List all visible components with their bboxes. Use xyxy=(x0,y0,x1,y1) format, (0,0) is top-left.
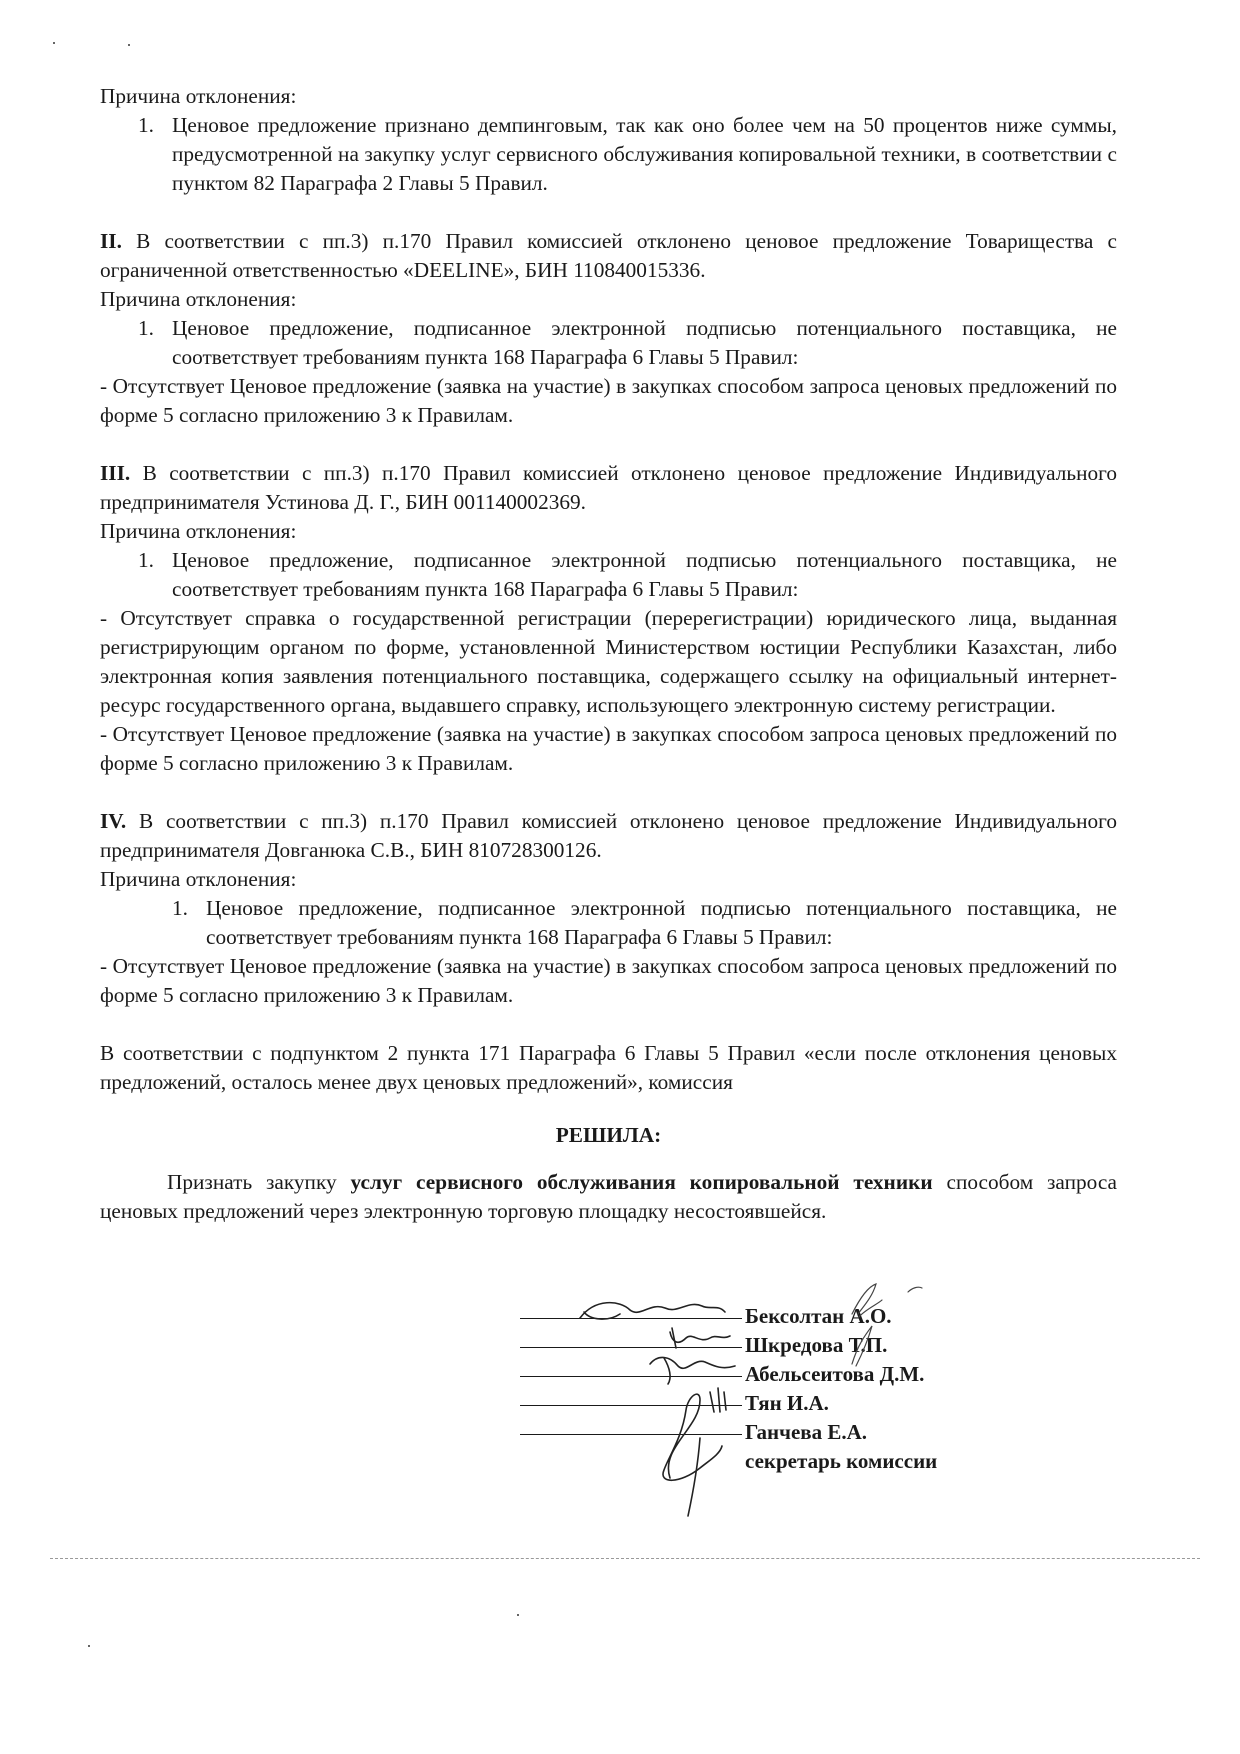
reason-item xyxy=(100,894,1117,952)
scan-speck xyxy=(128,44,130,46)
reason-label: Причина отклонения: xyxy=(100,287,297,311)
section-numeral: IV. xyxy=(100,809,127,833)
section-2-intro: II. В соответствии с пп.3) п.170 Правил комиссией отклонено ценовое предложение Товарищества с ограниченной ответственностью «DEELINE», БИН 110840015336. xyxy=(100,229,1117,282)
signatory-name: Шкредова Т.П. xyxy=(745,1333,888,1357)
missing-doc-note: - Отсутствует Ценовое предложение (заявка на участие) в закупках способом запроса ценовых предложений по форме 5 согласно приложению 3 к Правилам. xyxy=(100,722,1117,775)
item-text: Ценовое предложение признано демпинговым, так как оно более чем на 50 процентов ниже суммы, предусмотренной на закупку услуг сервисного обслуживания копировальной техники, в соответствии с пунктом 82 Параграфа 2 Главы 5 Правил. xyxy=(172,113,1117,195)
page-separator xyxy=(50,1558,1200,1561)
item-text: Ценовое предложение, подписанное электронной подписью потенциального поставщика, не соответствует требованиям пункта 168 Параграфа 6 Главы 5 Правил: xyxy=(206,896,1117,949)
conclusion-paragraph: В соответствии с подпунктом 2 пункта 171 Параграфа 6 Главы 5 Правил «если после отклонения ценовых предложений, осталось менее двух ценовых предложений», комиссия xyxy=(100,1041,1117,1094)
signature-line xyxy=(520,1434,742,1435)
signature-row xyxy=(520,1360,1040,1389)
item-number: 1. xyxy=(138,316,154,340)
signature-row xyxy=(520,1389,1040,1418)
missing-doc-note: - Отсутствует справка о государственной регистрации (перерегистрации) юридического лица, выданная регистрирующим органом по форме, установленной Министерством юстиции Республики Казахстан, либо электронная копия заявления потенциального поставщика, содержащего ссылку на официальный интернет-ресурс государственного органа, выдавшего справку, использующего электронную систему регистрации. xyxy=(100,606,1117,717)
reason-label: Причина отклонения: xyxy=(100,84,297,108)
scan-speck xyxy=(517,1614,519,1616)
signature-block xyxy=(520,1302,1040,1476)
item-text: Ценовое предложение, подписанное электронной подписью потенциального поставщика, не соответствует требованиям пункта 168 Параграфа 6 Главы 5 Правил: xyxy=(172,316,1117,369)
reason-label: Причина отклонения: xyxy=(100,519,297,543)
item-number: 1. xyxy=(172,896,188,920)
signatory-name: Тян И.А. xyxy=(745,1391,829,1415)
item-text: Ценовое предложение, подписанное электронной подписью потенциального поставщика, не соответствует требованиям пункта 168 Параграфа 6 Главы 5 Правил: xyxy=(172,548,1117,601)
signatory-role: секретарь комиссии xyxy=(745,1449,938,1473)
signature-row xyxy=(520,1447,1040,1476)
section-numeral: III. xyxy=(100,461,131,485)
section-numeral: II. xyxy=(100,229,122,253)
signatory-name: Абельсеитова Д.М. xyxy=(745,1362,925,1386)
scan-speck xyxy=(53,42,55,44)
reason-label: Причина отклонения: xyxy=(100,867,297,891)
missing-doc-note: - Отсутствует Ценовое предложение (заявка на участие) в закупках способом запроса ценовых предложений по форме 5 согласно приложению 3 к Правилам. xyxy=(100,954,1117,1007)
section-4-intro: IV. В соответствии с пп.3) п.170 Правил комиссией отклонено ценовое предложение Индивидуального предпринимателя Довганюка С.В., БИН 810728300126. xyxy=(100,809,1117,862)
signature-row xyxy=(520,1418,1040,1447)
section-3-intro: III. В соответствии с пп.3) п.170 Правил комиссией отклонено ценовое предложение Индивидуального предпринимателя Устинова Д. Г., БИН 001140002369. xyxy=(100,461,1117,514)
service-name: услуг сервисного обслуживания копировальной техники xyxy=(350,1170,933,1194)
decision-paragraph: Признать закупку услуг сервисного обслуживания копировальной техники способом запроса ценовых предложений через электронную торговую площадку несостоявшейся. xyxy=(100,1170,1117,1223)
reason-item xyxy=(100,314,1117,372)
scan-speck xyxy=(88,1645,90,1647)
signature-row xyxy=(520,1302,1040,1331)
signature-line xyxy=(520,1405,742,1406)
signature-line xyxy=(520,1318,742,1319)
document-body xyxy=(100,82,1117,1226)
reason-item xyxy=(100,111,1117,198)
missing-doc-note: - Отсутствует Ценовое предложение (заявка на участие) в закупках способом запроса ценовых предложений по форме 5 согласно приложению 3 к Правилам. xyxy=(100,374,1117,427)
reason-item xyxy=(100,546,1117,604)
signature-line xyxy=(520,1376,742,1377)
signature-row xyxy=(520,1331,1040,1360)
item-number: 1. xyxy=(138,548,154,572)
signatory-name: Ганчева Е.А. xyxy=(745,1420,868,1444)
item-number: 1. xyxy=(138,113,154,137)
signature-line xyxy=(520,1347,742,1348)
signatory-name: Бексолтан А.О. xyxy=(745,1304,892,1328)
decision-heading: РЕШИЛА: xyxy=(555,1123,662,1147)
